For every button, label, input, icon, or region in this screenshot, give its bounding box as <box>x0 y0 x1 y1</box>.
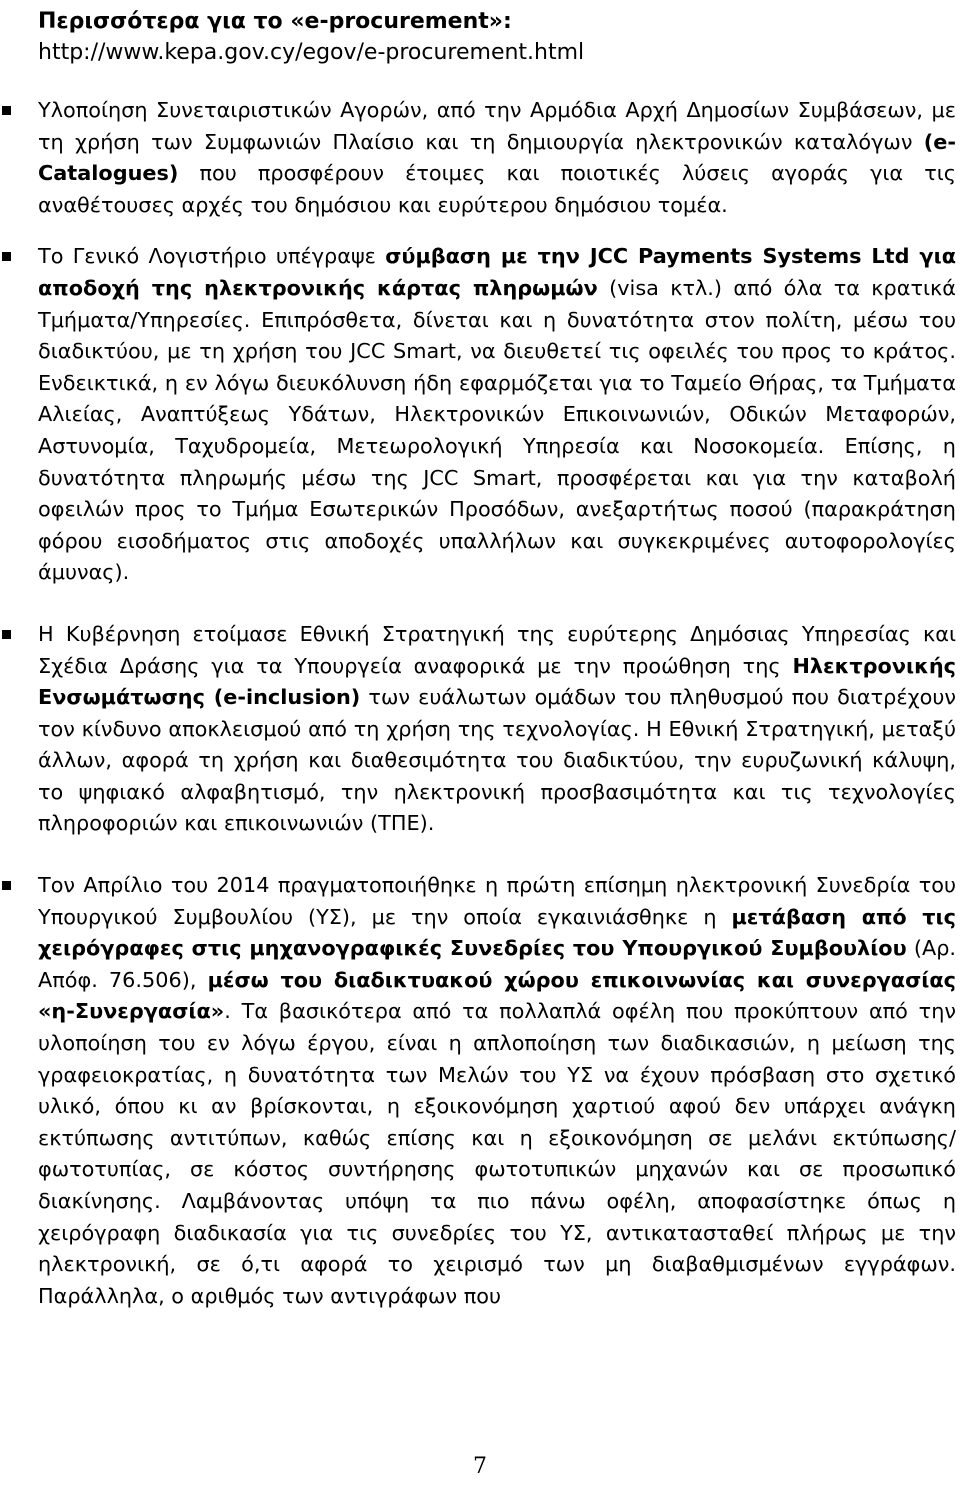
bullet-item-catalogues <box>38 95 956 221</box>
document-page <box>38 6 956 1332</box>
square-bullet-icon <box>2 252 11 261</box>
paragraph-text: Το Γενικό Λογιστήριο υπέγραψε <box>38 244 386 269</box>
paragraph-text: Τον Απρίλιο του 2014 πραγματοποιήθηκε η πρώτη επίσημη ηλεκτρονική Συνεδρία του Υπουργικού Συμβουλίου (ΥΣ), με την οποία εγκαινιάσθηκε η <box>38 873 956 929</box>
bullet-paragraph <box>38 870 956 1312</box>
bullet-item-e-cabinet <box>38 870 956 1312</box>
paragraph-text: (visa κτλ.) από όλα τα κρατικά Τμήματα/Υπηρεσίες. Επιπρόσθετα, δίνεται και η δυνατότητα στον πολίτη, μέσω του διαδικτύου, με τη χρήση του JCC Smart, να διευθετεί τις οφειλές του προς το κράτος. Ενδεικτικά, η εν λόγω διευκόλυνση ήδη εφαρμόζεται για το Ταμείο Θήρας, τα Τμήματα Αλιείας, Αναπτύξεως Υδάτων, Ηλεκτρονικών Επικοινωνιών, Οδικών Μεταφορών, Αστυνομία, Ταχυδρομεία, Μετεωρολογική Υπηρεσία και Νοσοκομεία. Επίσης, η δυνατότητα πληρωμής μέσω της JCC Smart, προσφέρεται και για την καταβολή οφειλών προς το Τμήμα Εσωτερικών Προσόδων, ανεξαρτήτως ποσού (παρακράτηση φόρου εισοδήματος στις αποδοχές υπαλλήλων και συγκεκριμένες αυτοφορολογίες άμυνας). <box>38 275 956 585</box>
square-bullet-icon <box>2 106 11 115</box>
paragraph-text: των ευάλωτων ομάδων του πληθυσμού που διατρέχουν τον κίνδυνο αποκλεισμού από τη χρήση της τεχνολογίας. Η Εθνική Στρατηγική, μεταξύ άλλων, αφορά τη χρήση και διαθεσιμότητα του διαδικτύου, την ευρυζωνική κάλυψη, το ψηφιακό αλφαβητισμό, την ηλεκτρονική προσβασιμότητα και τις τεχνολογίες πληροφοριών και επικοινωνιών (ΤΠΕ). <box>38 685 956 836</box>
paragraph-text: (Αρ. Απόφ. 76.506), <box>38 936 957 992</box>
bold-phrase: Ηλεκτρονικής Ενσωμάτωσης (e-inclusion) <box>38 653 956 710</box>
paragraph-text: Η Κυβέρνηση ετοίμασε Εθνική Στρατηγική της ευρύτερης Δημόσιας Υπηρεσίας και Σχέδια Δράσης για τα Υπουργεία αναφορικά με την προώθηση της <box>38 621 956 678</box>
paragraph-text: . Τα βασικότερα από τα πολλαπλά οφέλη που προκύπτουν από την υλοποίηση του εν λόγω έργου, είναι η απλοποίηση των διαδικασιών, η μείωση της γραφειοκρατίας, η δυνατότητα των Μελών του ΥΣ να έχουν πρόσβαση στο σχετικό υλικό, όπου κι αν βρίσκονται, η εξοικονόμηση χαρτιού αφού δεν υπάρχει ανάγκη εκτύπωσης αντιτύπων, καθώς επίσης και η εξοικονόμηση σε μελάνι εκτύπωσης/φωτοτυπίας, σε κόστος συντήρησης φωτοτυπικών μηχανών και σε προσωπικό διακίνησης. Λαμβάνοντας υπόψη τα πιο πάνω οφέλη, αποφασίστηκε όπως η χειρόγραφη διαδικασία για τις συνεδρίες του ΥΣ, αντικατασταθεί πλήρως με την ηλεκτρονική, σε ό,τι αφορά το χειρισμό των μη διαβαθμισμένων εγγράφων. Παράλληλα, ο αριθμός των αντιγράφων που <box>38 999 956 1308</box>
section-heading: Περισσότερα για το «e-procurement»: <box>38 9 512 34</box>
bullet-list <box>38 95 956 1312</box>
paragraph-text: Υλοποίηση Συνεταιριστικών Αγορών, από την Αρμόδια Αρχή Δημοσίων Συμβάσεων, με τη χρήση των Συμφωνιών Πλαίσιο και τη δημιουργία ηλεκτρονικών καταλόγων <box>38 98 956 154</box>
bullet-paragraph <box>38 241 956 589</box>
bullet-paragraph <box>38 95 956 221</box>
bold-phrase: (e-Catalogues) <box>38 129 956 186</box>
reference-url: http://www.kepa.gov.cy/egov/e-procurement.html <box>38 40 585 65</box>
bullet-item-e-inclusion <box>38 619 956 840</box>
bullet-item-jcc-payments <box>38 241 956 589</box>
page-number: 7 <box>473 1454 487 1479</box>
bullet-paragraph <box>38 619 956 840</box>
bold-phrase: μέσω του διαδικτυακού χώρου επικοινωνίας και συνεργασίας «η-Συνεργασία» <box>38 967 956 1024</box>
paragraph-text: που προσφέρουν έτοιμες και ποιοτικές λύσεις αγοράς για τις αναθέτουσες αρχές του δημόσιου και ευρύτερου δημόσιου τομέα. <box>38 161 956 217</box>
bold-phrase: σύμβαση με την JCC Payments Systems Ltd για αποδοχή της ηλεκτρονικής κάρτας πληρωμών <box>38 244 956 300</box>
square-bullet-icon <box>2 630 11 639</box>
bold-phrase: μετάβαση από τις χειρόγραφες στις μηχανογραφικές Συνεδρίες του Υπουργικού Συμβουλίου <box>38 904 956 961</box>
square-bullet-icon <box>2 881 11 890</box>
